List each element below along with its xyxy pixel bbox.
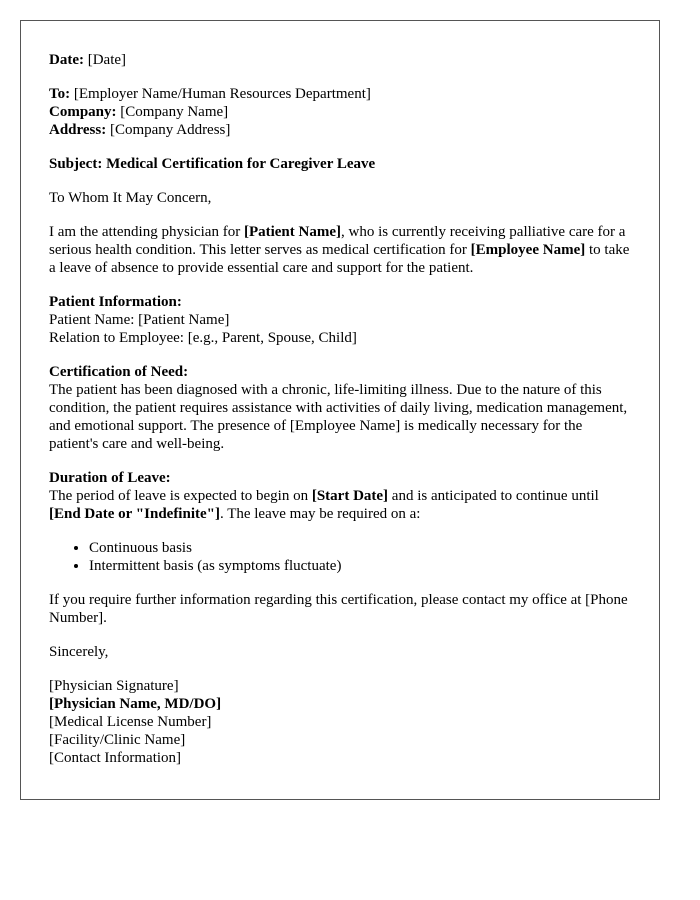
license-line: [Medical License Number] <box>49 714 212 730</box>
relation-line: Relation to Employee: [e.g., Parent, Spouse, Child] <box>49 330 357 346</box>
patient-info-heading: Patient Information: <box>49 294 182 310</box>
intro-paragraph <box>49 223 631 277</box>
certification-text: The patient has been diagnosed with a chronic, life-limiting illness. Due to the nature of this condition, the patient requires assistance with activities of daily living, medication management, and emotional support. The presence of [Employee Name] is medically necessary for the patient's care and well-being. <box>49 382 628 452</box>
contact-paragraph: If you require further information regarding this certification, please contact my office at [Phone Number]. <box>49 592 628 626</box>
address-label: Address: <box>49 122 107 138</box>
company-value: [Company Name] <box>120 104 229 120</box>
duration-text-1: The period of leave is expected to begin on <box>49 488 312 504</box>
list-item: • Intermittent basis (as symptoms fluctuate) <box>89 557 631 575</box>
letter-page <box>20 20 660 800</box>
duration-end-date: [End Date or "Indefinite"] <box>49 506 220 522</box>
closing: Sincerely, <box>49 644 109 660</box>
duration-section <box>49 469 631 523</box>
company-line <box>49 103 631 121</box>
duration-start-date: [Start Date] <box>311 488 389 504</box>
subject-line <box>49 155 631 173</box>
intro-text-3: to take a leave of absence to provide essential care and support for the patient. <box>49 242 630 276</box>
certification-section <box>49 363 631 453</box>
salutation: To Whom It May Concern, <box>49 190 212 206</box>
intro-patient-name: [Patient Name] <box>243 224 341 240</box>
contact-info-line: [Contact Information] <box>49 750 182 766</box>
duration-text-2: and is anticipated to continue until <box>388 488 599 504</box>
physician-name-line: [Physician Name, MD/DO] <box>49 696 222 712</box>
intro-text-1: I am the attending physician for <box>49 224 244 240</box>
company-label: Company: <box>49 104 117 120</box>
to-value: [Employer Name/Human Resources Department] <box>73 86 371 102</box>
date-line <box>49 51 631 69</box>
date-label: Date: <box>49 52 84 68</box>
recipient-block <box>49 85 631 139</box>
address-value: [Company Address] <box>109 122 231 138</box>
signature-line: [Physician Signature] <box>49 678 179 694</box>
date-value: [Date] <box>87 52 127 68</box>
address-line <box>49 121 631 139</box>
intro-employee-name: [Employee Name] <box>470 242 586 258</box>
list-item: • Continuous basis <box>89 539 631 557</box>
duration-heading: Duration of Leave: <box>49 470 171 486</box>
patient-info-section <box>49 293 631 347</box>
intro-text-2: , who is currently receiving palliative care for a serious health condition. This letter serves as medical certification for <box>49 224 626 258</box>
leave-basis-list <box>49 539 631 575</box>
duration-text-3: . The leave may be required on a: <box>219 506 421 522</box>
certification-heading: Certification of Need: <box>49 364 189 380</box>
patient-name-line: Patient Name: [Patient Name] <box>49 312 230 328</box>
to-line <box>49 85 631 103</box>
facility-line: [Facility/Clinic Name] <box>49 732 186 748</box>
subject-text: Subject: Medical Certification for Caregiver Leave <box>49 156 376 172</box>
to-label: To: <box>49 86 71 102</box>
signature-block <box>49 677 631 767</box>
